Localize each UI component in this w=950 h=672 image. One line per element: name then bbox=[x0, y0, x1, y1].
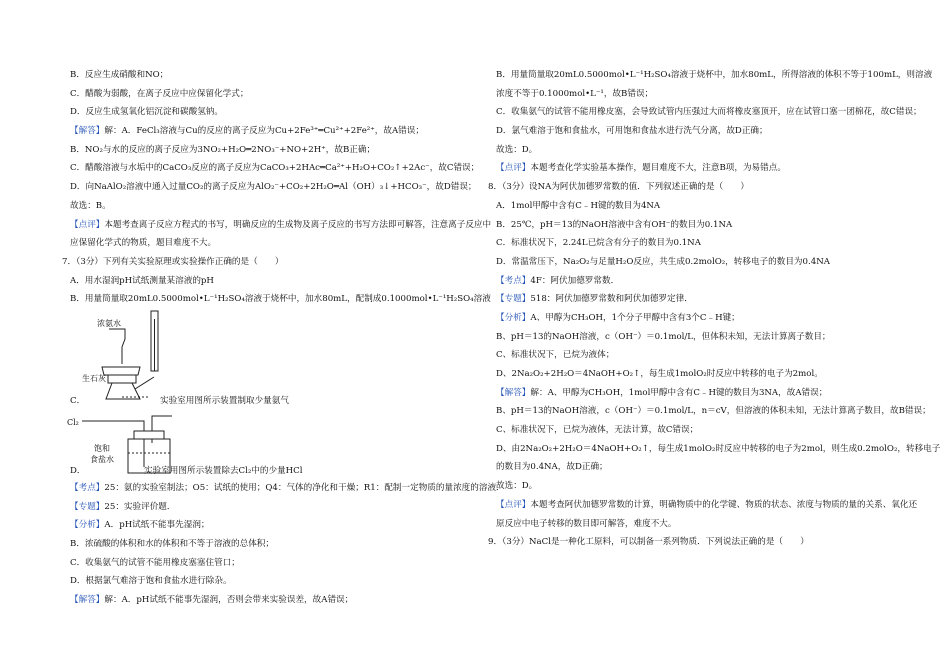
text-line: 故选：D。 bbox=[496, 481, 538, 492]
text-line: C．收集氨气的试管不能用橡皮塞，会导致试管内压强过大而将橡皮塞顶开，应在试管口塞一团棉花，故C错误； bbox=[496, 107, 922, 118]
solution-line: 【解答】解：A．pH试纸不能事先湿润，否则会带来实验误差，故A错误； bbox=[70, 595, 354, 606]
right-column bbox=[488, 66, 941, 552]
text-line: 故选：D。 bbox=[496, 144, 538, 155]
solution-tag: 【解答】 bbox=[496, 387, 531, 398]
text-line: 的数目为0.4NA，故D正确； bbox=[496, 462, 608, 473]
left-column bbox=[62, 66, 505, 610]
topic-line: 【专题】25：实验评价题． bbox=[70, 501, 176, 512]
solution-line: 【解答】解：A、甲醇为CH₃OH，1mol甲醇中含有C﹣H键的数目为3NA，故A错误； bbox=[496, 387, 828, 398]
question-8-stem: 8．（3分）设NA为阿伏加德罗常数的值．下列叙述正确的是（ ） bbox=[488, 182, 749, 193]
option-a: A．1mol甲醇中含有C﹣H键的数目为4NA bbox=[496, 200, 661, 211]
text-line: C、标准状况下，已烷为液体； bbox=[496, 350, 615, 361]
comment-tag: 【点评】 bbox=[70, 219, 105, 230]
text-line: B．NO₂与水的反应的离子反应为3NO₂+H₂O═2NO₃⁻+NO+2H⁺，故B正确； bbox=[70, 144, 376, 155]
text-line: D、2Na₂O₂+2H₂O＝4NaOH+O₂↑，每生成1molO₂时反应中转移的电子为2mol。 bbox=[496, 369, 823, 379]
option-b: B．用量筒量取20mL0.5000mol•L⁻¹H₂SO₄溶液于烧杯中，加水80mL，配制成0.1000mol•L⁻¹H₂SO₄溶液 bbox=[70, 294, 491, 305]
comment-line: 【点评】本题考查化学实验基本操作，题目难度不大，注意B项，为易错点。 bbox=[496, 163, 786, 174]
topic-tag: 【专题】 bbox=[496, 294, 531, 305]
text-line: D、由2Na₂O₂+2H₂O＝4NaOH+O₂↑，每生成1molO₂时反应中转移的电子为2mol，则生成0.2molO₂，转移电子 bbox=[496, 443, 941, 454]
text-line: C．收集氨气的试管不能用橡皮塞塞住管口； bbox=[70, 557, 240, 568]
analysis-line: 【分析】A、甲醇为CH₃OH，1个分子甲醇中含有3个C﹣H键； bbox=[496, 312, 740, 323]
text-line: C．醋酸为弱酸，在离子反应中应保留化学式； bbox=[70, 88, 249, 99]
solution-tag: 【解答】 bbox=[70, 595, 105, 606]
figure-d bbox=[62, 411, 467, 479]
label-brine-2: 食盐水 bbox=[90, 454, 114, 464]
comment-line: 【点评】本题考查离子反应方程式的书写，明确反应的生成物及离子反应的书写方法即可解答，注意离子反应中 bbox=[70, 219, 492, 230]
comment-line: 【点评】本题考查阿伏加德罗常数的计算，明确物质中的化学键、物质的状态、浓度与物质的量的关系、氧化还 bbox=[496, 499, 918, 510]
text-line: C．醋酸溶液与水垢中的CaCO₃反应的离子反应为CaCO₃+2HAc═Ca²⁺+H₂O+CO₂↑+2Ac⁻，故C错误； bbox=[70, 163, 480, 174]
option-d: D．常温常压下，Na₂O₂与足量H₂O反应，共生成0.2molO₂，转移电子的数目为0.4NA bbox=[496, 256, 830, 267]
option-c: C．标准状况下，2.24L已烷含有分子的数目为0.1NA bbox=[496, 238, 701, 249]
text-line: B．浓硫酸的体积和水的体积和不等于溶液的总体积； bbox=[70, 539, 274, 549]
text-line: 浓度不等于0.1000mol•L⁻¹，故B错误； bbox=[496, 88, 654, 99]
figure-d-caption: 实验室用图所示装置除去Cl₂中的少量HCl bbox=[144, 465, 303, 476]
washing-bottle-drawing bbox=[62, 411, 322, 479]
point-line: 【考点】25：氨的实验室制法；O5：试纸的使用；Q4：气体的净化和干燥；R1：配制一定物质的量浓度的溶液． bbox=[70, 482, 505, 493]
analysis-tag: 【分析】 bbox=[70, 520, 105, 531]
label-ammonia: 浓氨水 bbox=[97, 318, 121, 328]
label-lime: 生石灰 bbox=[82, 373, 106, 383]
text-line: B、pH＝13的NaOH溶液，c（OH⁻）＝0.1mol/L，n＝cV，但溶液的体积未知，无法计算离子数目，故B错误； bbox=[496, 406, 931, 417]
text-line: C、标准状况下，已烷为液体，无法计算，故C错误； bbox=[496, 425, 699, 436]
text-line: D．向NaAlO₂溶液中通入过量CO₂的离子反应为AlO₂⁻+CO₂+2H₂O═Al（OH）₃↓+HCO₃⁻，故D错误； bbox=[70, 182, 477, 193]
text-line: B．用量筒量取20mL0.5000mol•L⁻¹H₂SO₄溶液于烧杯中，加水80mL，所得溶液的体积不等于100mL，则溶液 bbox=[496, 70, 933, 80]
analysis-line: 【分析】A．pH试纸不能事先湿润； bbox=[70, 520, 210, 531]
point-line: 【考点】4F：阿伏加德罗常数． bbox=[496, 275, 620, 286]
figure-c bbox=[62, 309, 467, 411]
topic-line: 【专题】518：阿伏加德罗常数和阿伏加德罗定律． bbox=[496, 294, 693, 305]
analysis-tag: 【分析】 bbox=[496, 312, 531, 323]
question-7-stem: 7．（3分）下列有关实验原理或实验操作正确的是（ ） bbox=[62, 256, 284, 267]
text-line: 应保留化学式的物质，题目难度不大。 bbox=[70, 238, 217, 249]
option-b: B．25℃，pH＝13的NaOH溶液中含有OH⁻的数目为0.1NA bbox=[496, 219, 733, 230]
figure-c-caption: 实验室用图所示装置制取少量氨气 bbox=[160, 395, 289, 406]
point-tag: 【考点】 bbox=[496, 275, 531, 286]
comment-tag: 【点评】 bbox=[496, 163, 531, 174]
solution-tag: 【解答】 bbox=[70, 126, 105, 137]
text-line: D．氯气难溶于饱和食盐水，可用饱和食盐水进行洗气分离，故D正确； bbox=[496, 126, 768, 137]
text-line: D．根据氯气难溶于饱和食盐水进行除杂。 bbox=[70, 576, 232, 587]
option-d-letter: D． bbox=[70, 465, 86, 476]
question-9-stem: 9．（3分）NaCl是一种化工原料，可以制备一系列物质．下列说法正确的是（ ） bbox=[488, 537, 809, 548]
text-line: 故选：B。 bbox=[70, 200, 111, 211]
text-line: B、pH＝13的NaOH溶液，c（OH⁻）＝0.1mol/L，但体积未知，无法计算离子数目； bbox=[496, 331, 831, 342]
solution-line: 【解答】解：A．FeCl₃溶液与Cu的反应的离子反应为Cu+2Fe³⁺═Cu²⁺+2Fe²⁺，故A错误； bbox=[70, 126, 424, 137]
option-c-letter: C． bbox=[70, 395, 86, 406]
label-cl2: Cl₂ bbox=[67, 417, 79, 427]
ammonia-apparatus-drawing bbox=[62, 309, 302, 411]
text-line: D．反应生成氢氧化铝沉淀和碳酸氢钠。 bbox=[70, 107, 223, 118]
text-line: B．反应生成硝酸和NO； bbox=[70, 70, 169, 80]
label-brine-1: 饱和 bbox=[94, 443, 110, 453]
option-a: A．用水湿润pH试纸测量某溶液的pH bbox=[70, 275, 214, 286]
point-tag: 【考点】 bbox=[70, 482, 105, 493]
topic-tag: 【专题】 bbox=[70, 501, 105, 512]
comment-tag: 【点评】 bbox=[496, 499, 531, 510]
text-line: 原反应中电子转移的数目即可解答，难度不大。 bbox=[496, 518, 677, 529]
